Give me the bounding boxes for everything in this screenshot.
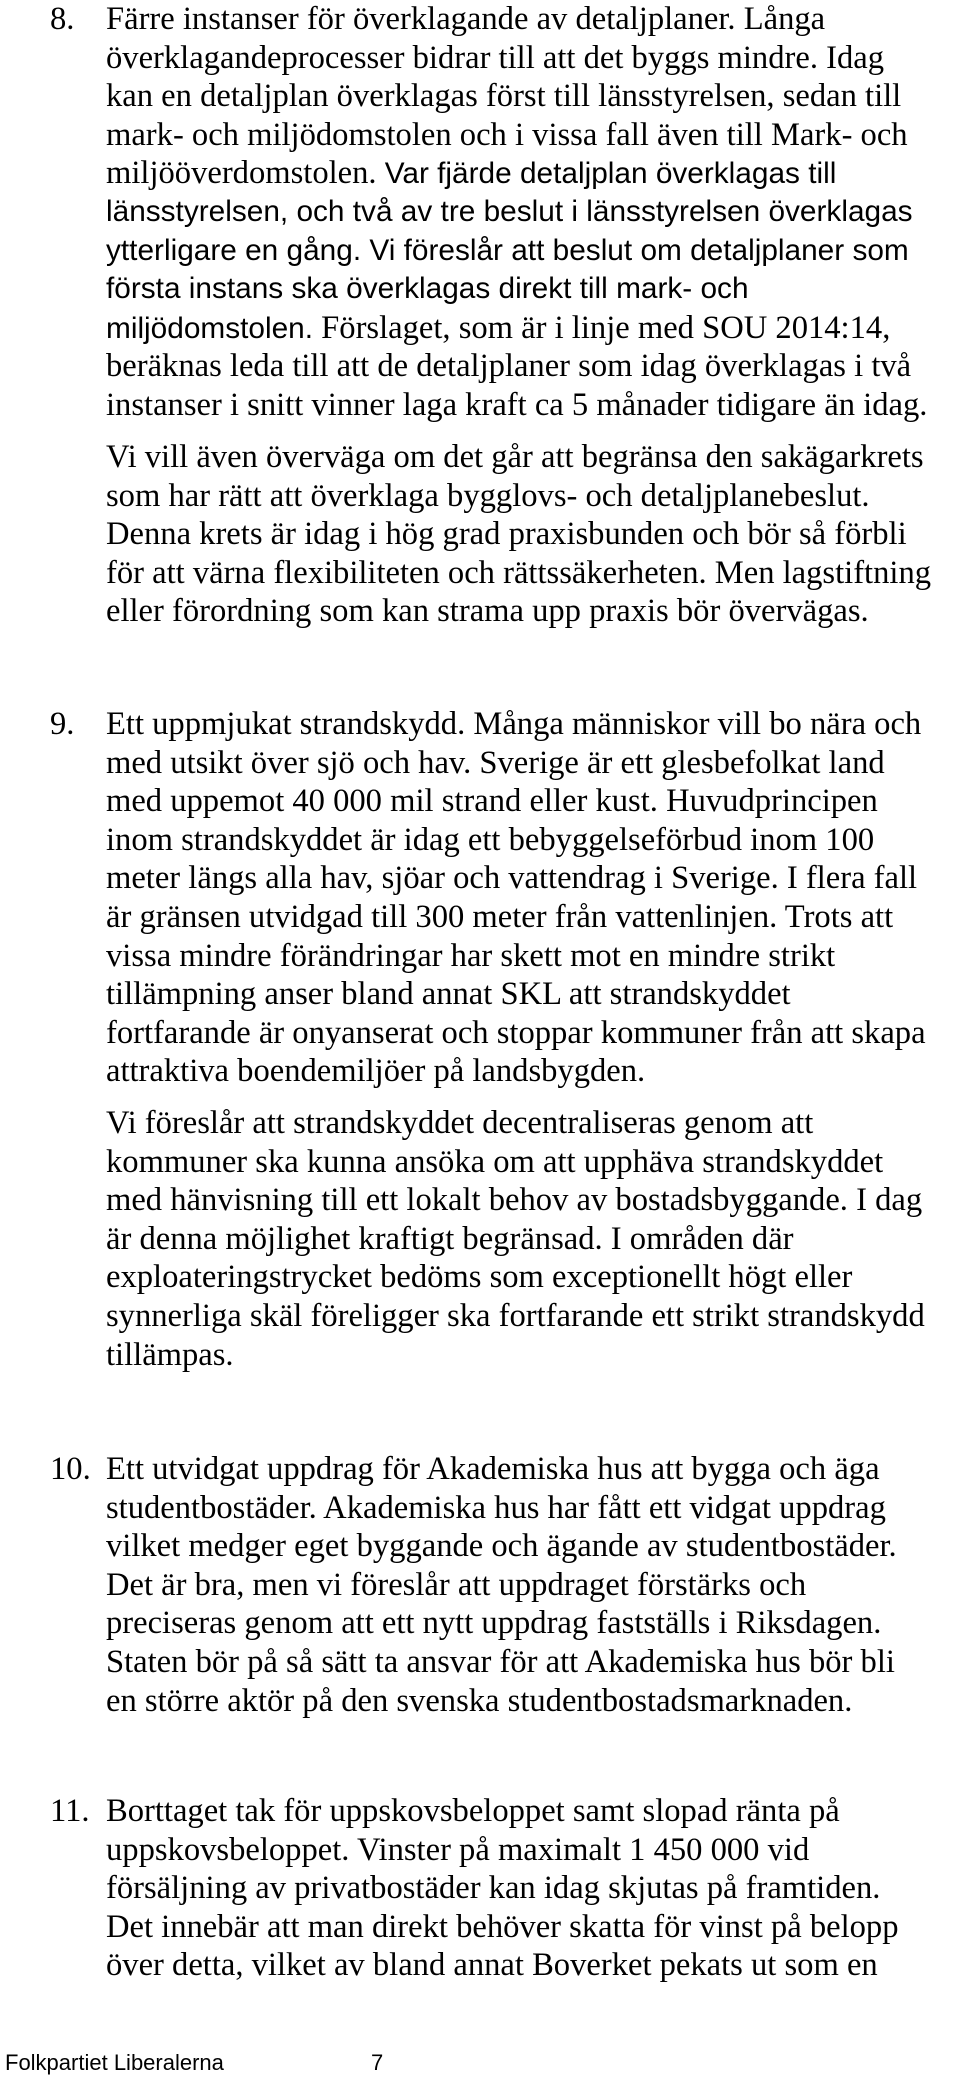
text-line: Färre instanser för överklagande av detaljplaner. Långa [106,1,826,37]
text-line: meter längs alla hav, sjöar och vattendrag i Sverige. I flera fall [106,860,918,897]
text-line: överklagandeprocesser bidrar till att det byggs mindre. Idag [106,39,884,76]
item-number: 11. [50,1793,90,1829]
text-line: eller förordning som kan strama upp praxis bör övervägas. [106,593,869,630]
text-line: första instans ska överklagas direkt till mark- och [106,272,749,306]
text-line: fortfarande är onyanserat och stoppar kommuner från att skapa [106,1014,926,1051]
text-line: Borttaget tak för uppskovsbeloppet samt slopad ränta på [106,1793,840,1829]
text-line: kommuner ska kunna ansöka om att upphäva strandskyddet [106,1143,884,1180]
text-line [106,154,927,193]
text-line: instanser i snitt vinner laga kraft ca 5 månader tidigare än idag. [106,386,928,423]
text-line: Vi vill även överväga om det går att begränsa den sakägarkrets [106,439,924,475]
footer-organization: Folkpartiet Liberalerna [5,2050,224,2075]
text-line: över detta, vilket av bland annat Boverket pekats ut som en [106,1947,878,1984]
item-number: 10. [50,1451,91,1487]
text-line: som har rätt att överklaga bygglovs- och detaljplanebeslut. [106,477,870,514]
text-line: mark- och miljödomstolen och i vissa fall även till Mark- och [106,116,908,153]
text-line: preciseras genom att ett nytt uppdrag fastställs i Riksdagen. [106,1605,882,1642]
text-line: är denna möjlighet kraftigt begränsad. I områden där [106,1220,794,1257]
text-line: inom strandskyddet är idag ett bebyggelseförbud inom 100 [106,821,875,858]
text-line: tillämpas. [106,1336,234,1373]
paragraph [106,0,927,425]
text-line: studentbostäder. Akademiska hus har fått ett vidgat uppdrag [106,1489,886,1526]
text-line: vilket medger eget byggande och ägande av studentbostäder. [106,1528,897,1565]
text-line: Denna krets är idag i hög grad praxisbunden och bör så förbli [106,516,907,553]
text-line: ytterligare en gång. Vi föreslår att beslut om detaljplaner som [106,233,909,267]
page-number: 7 [371,2050,384,2075]
text-line: Det är bra, men vi föreslår att uppdraget förstärks och [106,1566,807,1603]
text-line: exploateringstrycket bedöms som exceptionellt högt eller [106,1259,853,1296]
text-line: med hänvisning till ett lokalt behov av bostadsbyggande. I dag [106,1182,923,1219]
text-segment: miljödomstolen. [106,311,314,345]
text-line: med utsikt över sjö och hav. Sverige är ett glesbefolkat land [106,744,885,781]
paragraph [106,438,931,631]
text-line: Staten bör på så sätt ta ansvar för att Akademiska hus bör bli [106,1643,895,1680]
text-line: Det innebär att man direkt behöver skatta för vinst på belopp [106,1908,899,1945]
text-line: Vi föreslår att strandskyddet decentraliseras genom att [106,1105,814,1141]
text-segment: Var fjärde detaljplan överklagas till [384,157,837,191]
text-line: är gränsen utvidgad till 300 meter från vattenlinjen. Trots att [106,898,894,935]
text-line: attraktiva boendemiljöer på landsbygden. [106,1053,646,1090]
paragraph [106,1104,925,1374]
item-number: 9. [50,706,75,742]
text-segment: miljööverdomstolen. [106,155,377,192]
paragraph [106,705,926,1091]
paragraph [106,1450,897,1720]
text-line: kan en detaljplan överklagas först till länsstyrelsen, sedan till [106,78,902,115]
text-line: tillämpning anser bland annat SKL att strandskyddet [106,976,791,1013]
text-line: försäljning av privatbostäder kan idag skjutas på framtiden. [106,1870,881,1907]
text-line: för att värna flexibiliteten och rättssäkerheten. Men lagstiftning [106,554,932,591]
text-line: länsstyrelsen, och två av tre beslut i länsstyrelsen överklagas [106,194,913,228]
text-line: Ett uppmjukat strandskydd. Många människor vill bo nära och [106,706,922,742]
text-line: en större aktör på den svenska studentbostadsmarknaden. [106,1682,853,1719]
item-number: 8. [50,1,75,37]
paragraph [106,1792,899,1985]
text-line: synnerliga skäl föreligger ska fortfarande ett strikt strandskydd [106,1297,925,1334]
text-line: vissa mindre förändringar har skett mot en mindre strikt [106,937,836,974]
text-segment: Förslaget, som är i linje med SOU 2014:14, [321,309,891,346]
text-line: uppskovsbeloppet. Vinster på maximalt 1 450 000 vid [106,1831,810,1868]
text-line: beräknas leda till att de detaljplaner som idag överklagas i två [106,348,912,385]
text-line: med uppemot 40 000 mil strand eller kust. Huvudprincipen [106,783,878,820]
text-line: Ett utvidgat uppdrag för Akademiska hus att bygga och äga [106,1451,880,1487]
text-line [106,309,927,348]
